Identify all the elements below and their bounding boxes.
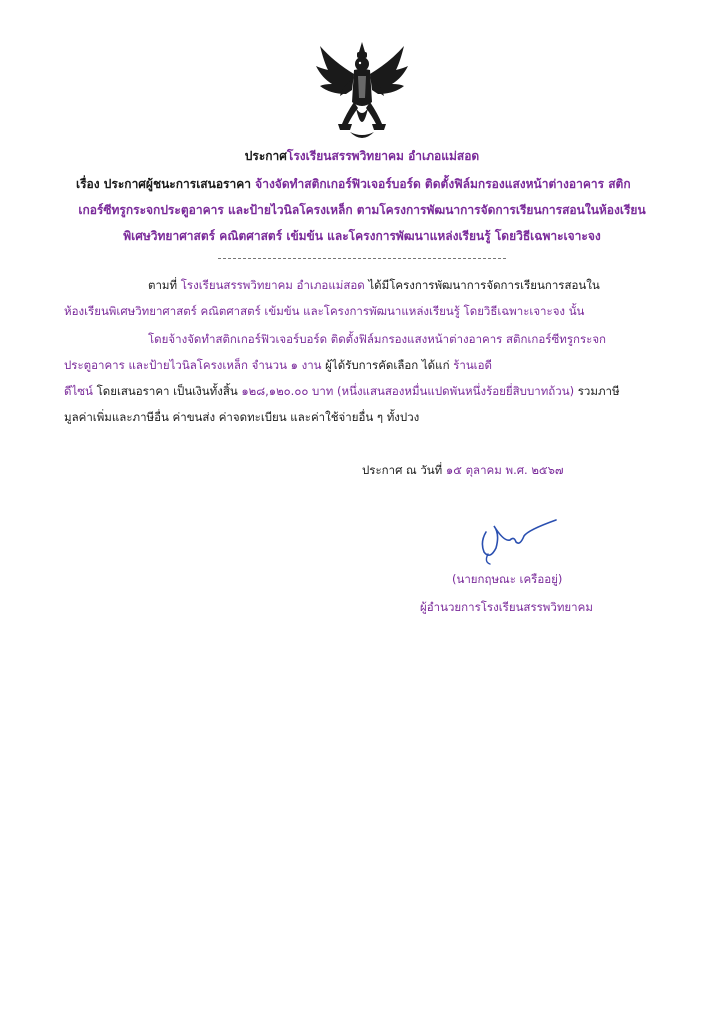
date-label: ประกาศ ณ วันที่: [362, 463, 443, 477]
p1-school-name: โรงเรียนสรรพวิทยาคม อำเภอแม่สอด: [180, 278, 365, 292]
p2-vendor-name-a: ร้านเอดี: [453, 358, 492, 372]
paragraph-1-line-2: ห้องเรียนพิเศษวิทยาศาสตร์ คณิตศาสตร์ เข้มข้น และโครงการพัฒนาแหล่งเรียนรู้ โดยวิธีเฉพาะเจาะจง นั้น: [64, 304, 585, 318]
p2-vendor-name-b: ดีไซน์: [64, 384, 93, 398]
subject-line-2: เกอร์ซีทรูกระจกประตูอาคาร และป้ายไวนิลโครงเหล็ก ตามโครงการพัฒนาการจัดการเรียนการสอนในห้องเรียน: [78, 203, 646, 217]
handwritten-signature-icon: [470, 512, 560, 568]
paragraph-2-line-4: มูลค่าเพิ่มและภาษีอื่น ค่าขนส่ง ค่าจดทะเบียน และค่าใช้จ่ายอื่น ๆ ทั้งปวง: [64, 410, 420, 424]
date-value: ๑๕ ตุลาคม พ.ศ. ๒๕๖๗: [445, 463, 564, 477]
announcement-title: [0, 147, 724, 165]
separator-line: [218, 258, 506, 259]
announcement-date: [362, 461, 564, 479]
paragraph-2-line-1: โดยจ้างจัดทำสติกเกอร์ฟิวเจอร์บอร์ด ติดตั้งฟิล์มกรองแสงหน้าต่างอาคาร สติกเกอร์ซีทรูกระจก: [148, 332, 607, 346]
p1-text-a: ตามที่: [148, 278, 178, 292]
p2-offer-label: โดยเสนอราคา เป็นเงินทั้งสิ้น: [96, 384, 238, 398]
signer-name: (นายกฤษณะ เครืออยู่): [452, 572, 563, 586]
p2-work-desc: ประตูอาคาร และป้ายไวนิลโครงเหล็ก จำนวน ๑ งาน: [64, 358, 322, 372]
subject-line-1: [76, 175, 631, 193]
school-name: โรงเรียนสรรพวิทยาคม อำเภอแม่สอด: [286, 149, 480, 163]
paragraph-1-line-1: [148, 276, 600, 294]
paragraph-2-line-3: [64, 382, 620, 400]
subject-label: เรื่อง ประกาศผู้ชนะการเสนอราคา: [76, 177, 251, 191]
garuda-emblem-icon: [312, 40, 412, 146]
subject-line-3: พิเศษวิทยาศาสตร์ คณิตศาสตร์ เข้มข้น และโครงการพัฒนาแหล่งเรียนรู้ โดยวิธีเฉพาะเจาะจง: [123, 229, 601, 243]
signer-position: ผู้อำนวยการโรงเรียนสรรพวิทยาคม: [420, 600, 593, 614]
title-prefix: ประกาศ: [244, 149, 287, 163]
p1-text-c: ได้มีโครงการพัฒนาการจัดการเรียนการสอนใน: [368, 278, 600, 292]
p2-amount: ๑๒๘,๑๒๐.๐๐ บาท (หนึ่งแสนสองหมื่นแปดพันหนึ่งร้อยยี่สิบบาทถ้วน): [241, 384, 575, 398]
paragraph-2-line-2: [64, 356, 492, 374]
p2-selected-label: ผู้ได้รับการคัดเลือก ได้แก่: [325, 358, 450, 372]
subject-text-1: จ้างจัดทำสติกเกอร์ฟิวเจอร์บอร์ด ติดตั้งฟิล์มกรองแสงหน้าต่างอาคาร สติก: [255, 177, 631, 191]
p2-tax-label: รวมภาษี: [577, 384, 620, 398]
